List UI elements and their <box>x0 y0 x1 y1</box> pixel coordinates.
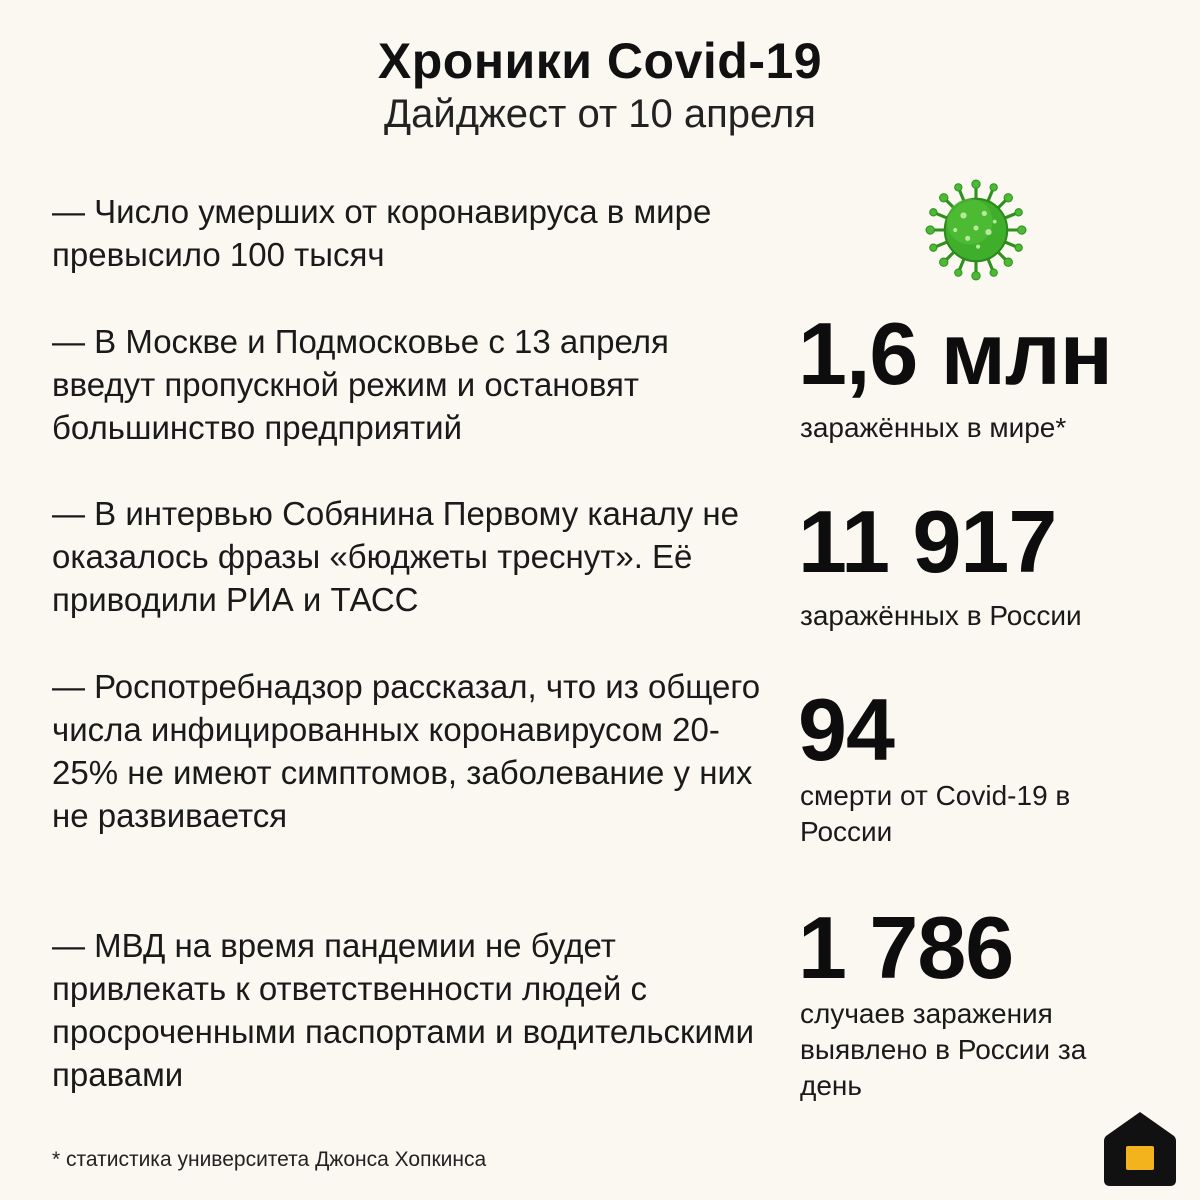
news-item: — МВД на время пандемии не будет привлекать к ответственности людей с просроченными паспортами и водительскими правами <box>52 927 755 1093</box>
stat-value-russia-deaths: 94 <box>798 680 894 779</box>
stat-value-daily-cases: 1 786 <box>798 898 1014 997</box>
page-subtitle: Дайджест от 10 апреля <box>384 92 816 136</box>
stat-label-russia-deaths: смерти от Covid-19 в России <box>800 780 1071 847</box>
stat-label-daily-cases: случаев заражения выявлено в России за день <box>800 998 1087 1101</box>
news-item: — Число умерших от коронавируса в мире превысило 100 тысяч <box>52 193 712 273</box>
news-item: — Роспотребнадзор рассказал, что из общего числа инфицированных коронавирусом 20-25% не имеют симптомов, заболевание у них не развивается <box>52 668 761 834</box>
news-item: — В интервью Собянина Первому каналу не оказалось фразы «бюджеты треснут». Её приводили РИА и ТАСС <box>52 495 739 618</box>
virus-icon <box>924 178 1028 282</box>
stat-value-world-infected: 1,6 млн <box>798 304 1112 403</box>
stat-label-russia-infected: заражённых в России <box>800 600 1082 631</box>
stat-value-russia-infected: 11 917 <box>798 492 1057 591</box>
stat-label-world-infected: заражённых в мире* <box>800 412 1067 443</box>
footnote: * статистика университета Джонса Хопкинса <box>52 1148 487 1171</box>
house-logo-icon <box>1104 1110 1176 1186</box>
page-title: Хроники Covid-19 <box>377 33 823 89</box>
news-item: — В Москве и Подмосковье с 13 апреля введут пропускной режим и остановят большинство предприятий <box>52 323 669 446</box>
